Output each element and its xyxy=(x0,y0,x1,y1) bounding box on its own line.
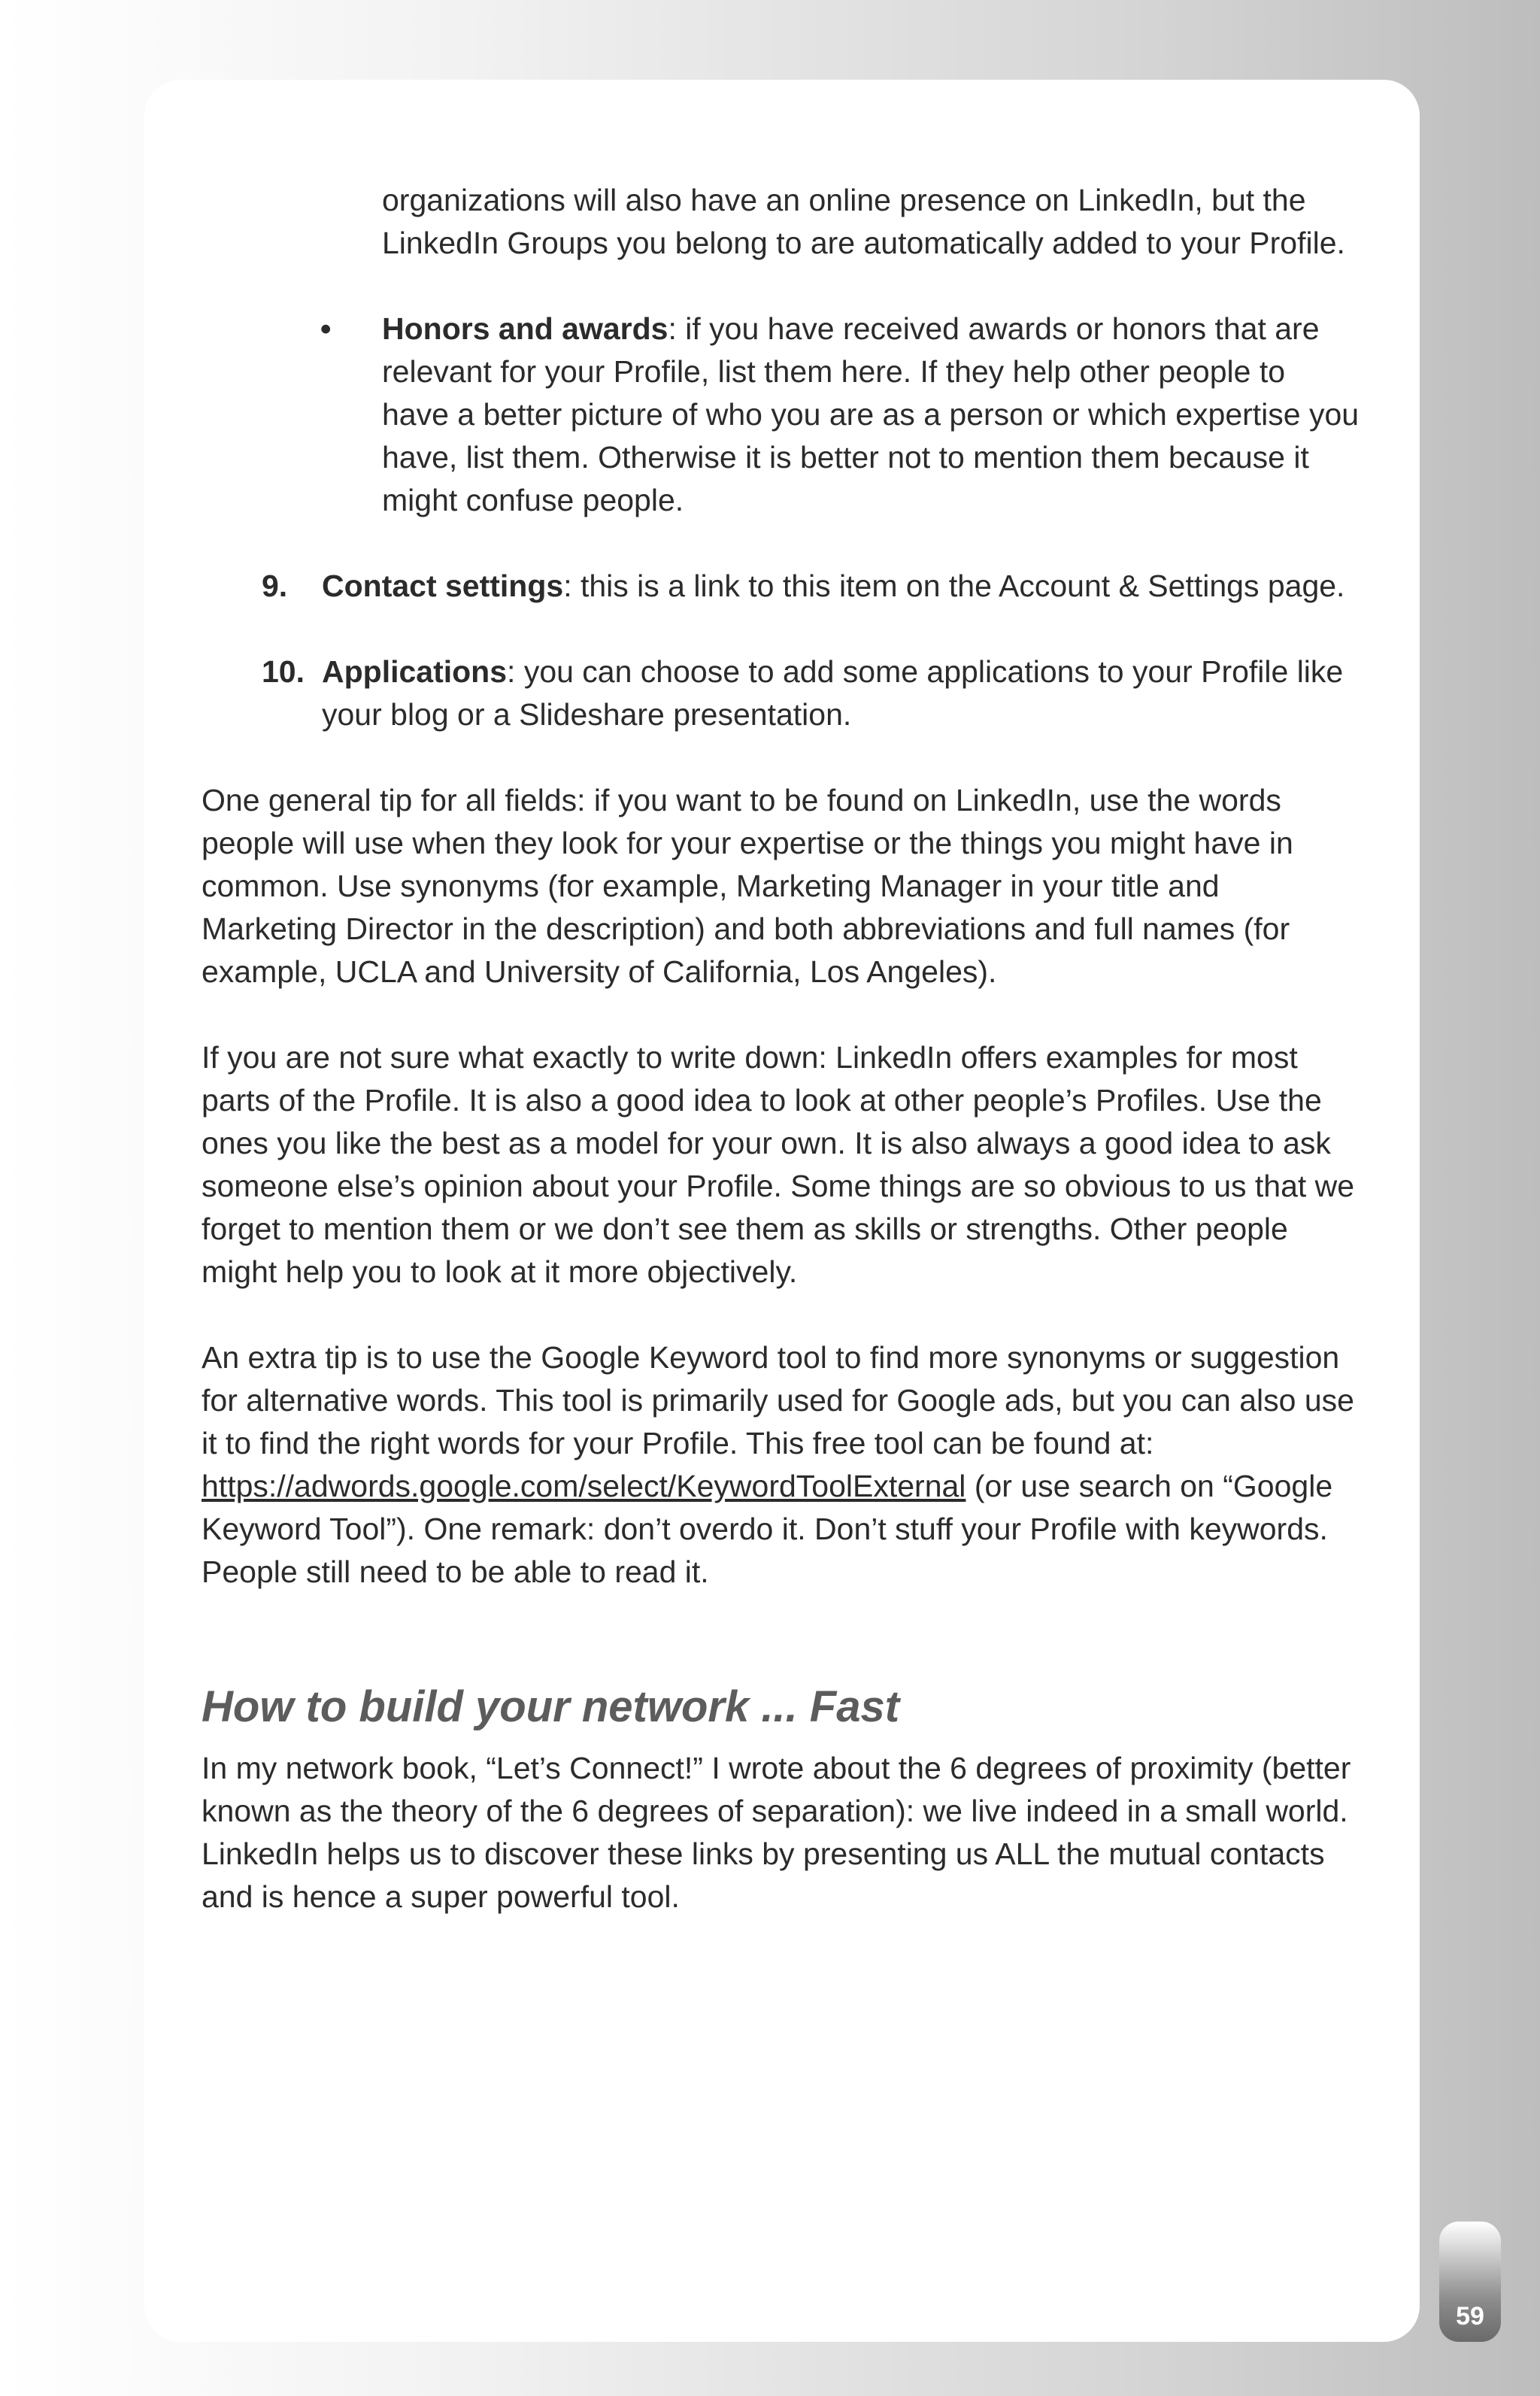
bullet-item-honors xyxy=(320,308,1360,522)
page-number: 59 xyxy=(1456,2302,1484,2331)
keyword-tip-text-before: An extra tip is to use the Google Keyword tool to find more synonyms or suggestion for alternative words. This tool is primarily used for Google ads, but you can also use it to find the right words for your Profile. This free tool can be found at: xyxy=(202,1340,1354,1460)
item-title: Applications xyxy=(322,654,508,689)
item-number: 9. xyxy=(262,569,288,603)
item-number: 10. xyxy=(262,654,305,689)
page-content xyxy=(202,179,1360,1918)
paragraph-general-tip: One general tip for all fields: if you want to be found on LinkedIn, use the words people will use when they look for your expertise or the things you might have in common. Use synonyms (for example, Marketing Manager in your title and Marketing Director in the description) and both abbreviations and full names (for example, UCLA and University of California, Los Angeles). xyxy=(202,783,1293,989)
keyword-tip-text-after: (or use search on “Google Keyword Tool”). One remark: don’t overdo it. Don’t stuff your Profile with keywords. People still need to be able to read it. xyxy=(202,1469,1333,1589)
continuation-text: organizations will also have an online presence on LinkedIn, but the LinkedIn Groups you belong to are automatically added to your Profile. xyxy=(382,183,1345,260)
item-title: Contact settings xyxy=(322,569,564,603)
item-text: : this is a link to this item on the Account & Settings page. xyxy=(563,569,1345,603)
section-heading: How to build your network ... Fast xyxy=(202,1682,900,1731)
page-number-tab xyxy=(1439,2222,1501,2342)
paragraph-examples: If you are not sure what exactly to write down: LinkedIn offers examples for most parts of the Profile. It is also a good idea to look at other people’s Profiles. Use the ones you like the best as a model for your own. It is also always a good idea to ask someone else’s opinion about your Profile. Some things are so obvious to us that we forget to mention them or we don’t see them as skills or strengths. Other people might help you to look at it more objectively. xyxy=(202,1040,1355,1289)
paragraph-network: In my network book, “Let’s Connect!” I wrote about the 6 degrees of proximity (better known as the theory of the 6 degrees of separation): we live indeed in a small world. LinkedIn helps us to discover these links by presenting us ALL the mutual contacts and is hence a super powerful tool. xyxy=(202,1751,1351,1914)
bullet-item-title: Honors and awards xyxy=(382,311,668,346)
keyword-tool-link[interactable]: https://adwords.google.com/select/KeywordToolExternal xyxy=(202,1469,966,1503)
bullet-icon: • xyxy=(320,311,332,346)
page-card xyxy=(144,80,1420,2342)
numbered-item-applications xyxy=(262,651,1360,736)
paragraph-keyword-tip xyxy=(202,1336,1360,1594)
numbered-item-contact-settings xyxy=(262,565,1360,608)
item-text: : you can choose to add some applications to your Profile like your blog or a Slideshare presentation. xyxy=(322,654,1344,732)
bullet-item-text: : if you have received awards or honors that are relevant for your Profile, list them here. If they help other people to have a better picture of who you are as a person or which expertise you have, list them. Otherwise it is better not to mention them because it might confuse people. xyxy=(382,311,1360,517)
